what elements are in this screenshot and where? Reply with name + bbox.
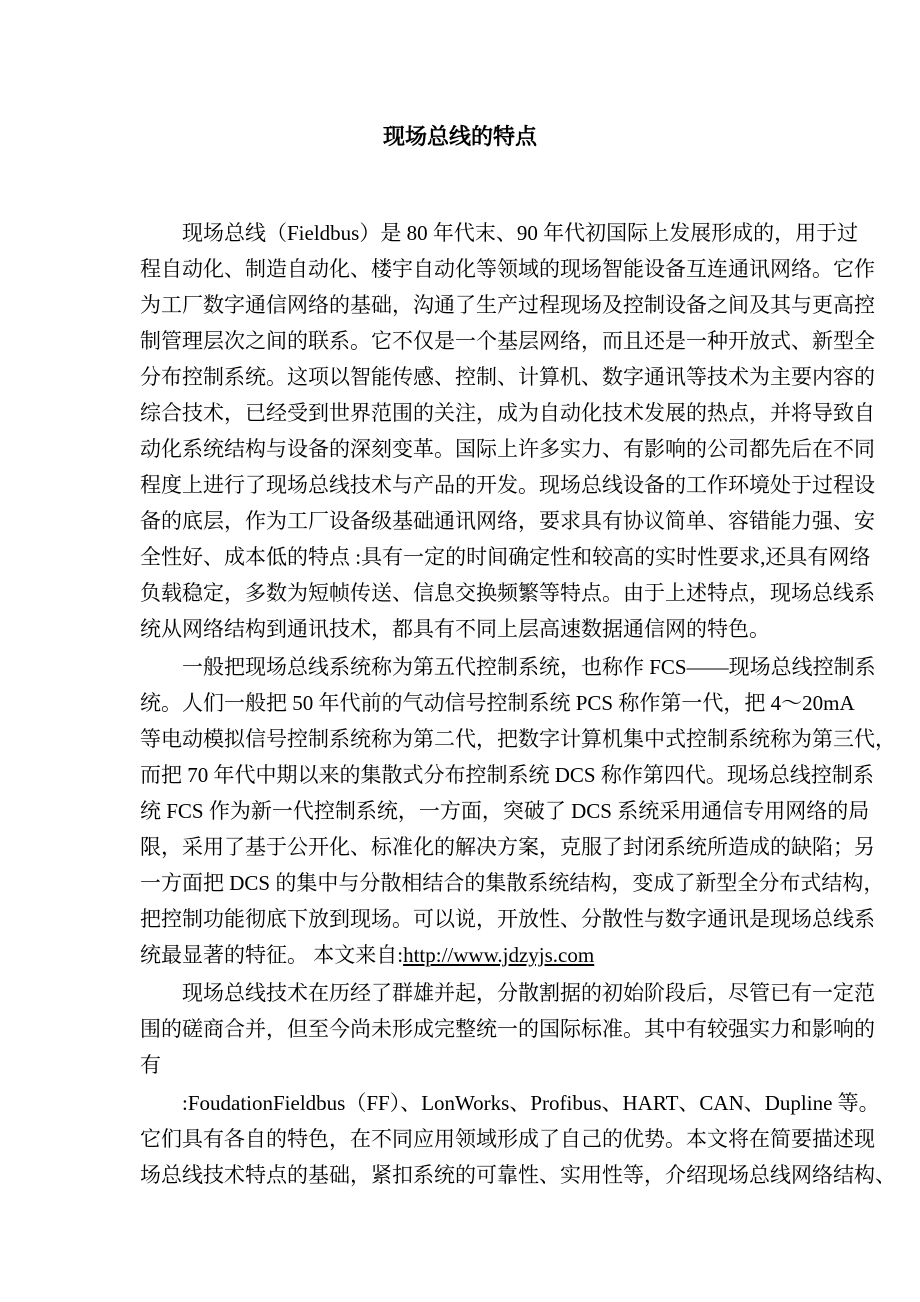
line-text: 围的磋商合并，但至今尚未形成完整统一的国际标准。其中有较强实力和影响的 <box>140 1017 875 1041</box>
line-text: 把控制功能彻底下放到现场。可以说，开放性、分散性与数字通讯是现场总线系 <box>140 907 875 931</box>
text-line <box>140 323 875 359</box>
text-line <box>140 575 875 611</box>
text-line <box>140 793 870 829</box>
line-text: 综合技术，已经受到世界范围的关注，成为自动化技术发展的热点，并将导致自 <box>140 401 875 425</box>
line-text: 分布控制系统。这项以智能传感、控制、计算机、数字通讯等技术为主要内容的 <box>140 365 875 389</box>
line-text: 限，采用了基于公开化、标准化的解决方案，克服了封闭系统所造成的缺陷；另 <box>140 835 875 859</box>
text-line <box>140 937 786 973</box>
paragraph <box>140 975 875 1083</box>
text-line <box>140 539 871 575</box>
text-line <box>140 1157 896 1193</box>
text-line <box>140 431 875 467</box>
paragraph <box>140 1085 896 1193</box>
text-line <box>140 611 786 647</box>
text-line <box>140 503 875 539</box>
line-text: 场总线技术特点的基础，紧扣系统的可靠性、实用性等，介绍现场总线网络结构、 <box>140 1163 896 1187</box>
line-text: 现场总线（Fieldbus）是 80 年代末、90 年代初国际上发展形成的，用于过 <box>182 221 859 245</box>
text-line <box>140 467 875 503</box>
line-text: 一方面把 DCS 的集中与分散相结合的集散系统结构，变成了新型全分布式结构， <box>140 871 885 895</box>
text-line <box>140 1121 875 1157</box>
line-text: :FoudationFieldbus（FF）、LonWorks、Profibus、HART、CAN、Dupline 等。 <box>182 1091 880 1115</box>
line-text: 它们具有各自的特色，在不同应用领域形成了自己的优势。本文将在简要描述现 <box>140 1127 875 1151</box>
line-text: 全性好、成本低的特点 :具有一定的时间确定性和较高的实时性要求,还具有网络 <box>140 545 871 569</box>
line-text: 程自动化、制造自动化、楼宇自动化等领域的现场智能设备互连通讯网络。它作 <box>140 257 875 281</box>
line-text: 为工厂数字通信网络的基础，沟通了生产过程现场及控制设备之间及其与更高控 <box>140 293 875 317</box>
text-line <box>140 359 875 395</box>
text-line <box>140 649 876 685</box>
text-line <box>140 757 874 793</box>
line-text: 统从网络结构到通讯技术，都具有不同上层高速数据通信网的特色。 <box>140 617 770 641</box>
text-line <box>140 865 885 901</box>
line-text: 备的底层，作为工厂设备级基础通讯网络，要求具有协议简单、容错能力强、安 <box>140 509 875 533</box>
text-line <box>140 721 896 757</box>
line-text: 而把 70 年代中期以来的集散式分布控制系统 DCS 称作第四代。现场总线控制系 <box>140 763 874 787</box>
document-body <box>140 215 896 1195</box>
text-line <box>140 1011 875 1047</box>
text-line <box>140 685 855 721</box>
line-text: 统。人们一般把 50 年代前的气动信号控制系统 PCS 称作第一代，把 4～20mA <box>140 691 855 715</box>
text-line <box>140 901 875 937</box>
line-text: 现场总线技术在历经了群雄并起，分散割据的初始阶段后，尽管已有一定范 <box>182 981 875 1005</box>
text-line <box>140 287 875 323</box>
line-text: 有 <box>140 1053 161 1077</box>
text-line <box>140 829 875 865</box>
text-line <box>140 215 859 251</box>
line-text: 动化系统结构与设备的深刻变革。国际上许多实力、有影响的公司都先后在不同 <box>140 437 875 461</box>
source-link[interactable]: http://www.jdzyjs.com <box>403 943 595 967</box>
line-text: 制管理层次之间的联系。它不仅是一个基层网络，而且还是一种开放式、新型全 <box>140 329 875 353</box>
line-text: 负载稳定，多数为短帧传送、信息交换频繁等特点。由于上述特点，现场总线系 <box>140 581 875 605</box>
line-text: 统 FCS 作为新一代控制系统，一方面，突破了 DCS 系统采用通信专用网络的局 <box>140 799 870 823</box>
paragraph <box>140 215 875 647</box>
line-text: 统最显著的特征。 本文来自: <box>140 943 404 967</box>
line-text: 程度上进行了现场总线技术与产品的开发。现场总线设备的工作环境处于过程设 <box>140 473 875 497</box>
text-line <box>140 251 875 287</box>
text-line <box>140 1085 880 1121</box>
text-line <box>140 1047 786 1083</box>
text-line <box>140 975 875 1011</box>
document-title: 现场总线的特点 <box>382 124 537 149</box>
text-line <box>140 395 875 431</box>
line-text: 一般把现场总线系统称为第五代控制系统，也称作 FCS——现场总线控制系 <box>182 655 876 679</box>
paragraph <box>140 649 896 973</box>
line-text: 等电动模拟信号控制系统称为第二代，把数字计算机集中式控制系统称为第三代， <box>140 727 896 751</box>
